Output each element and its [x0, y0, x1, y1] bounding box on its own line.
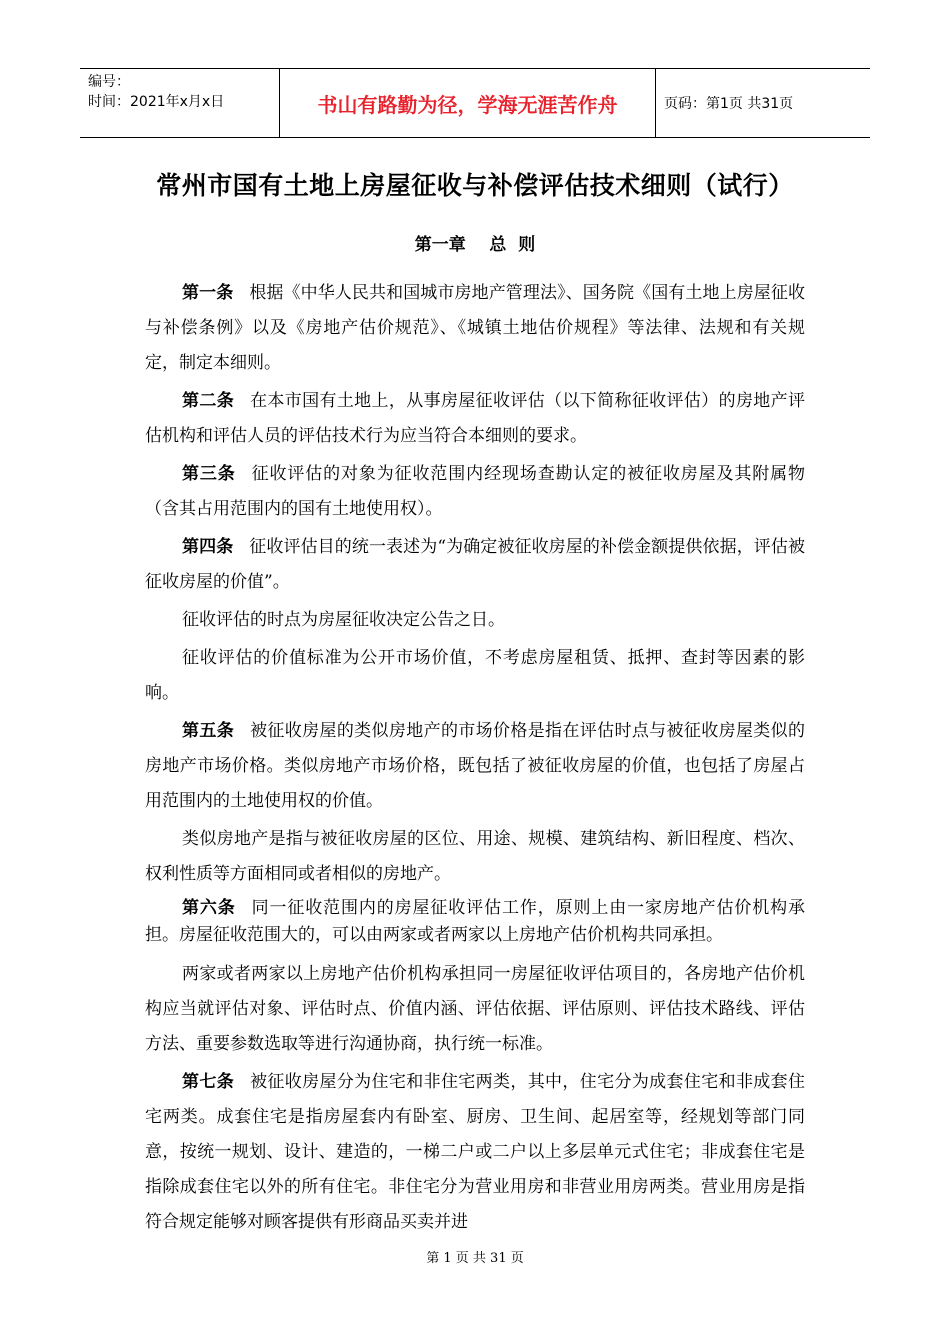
article-paragraph: [145, 530, 805, 600]
body-paragraph: [145, 603, 805, 638]
paragraph-text: 两家或者两家以上房地产估价机构承担同一房屋征收评估项目的，各房地产估价机构应当就评估对象、评估时点、价值内涵、评估依据、评估原则、评估技术路线、评估方法、重要参数选取等进行沟通协商，执行统一标准。: [145, 964, 805, 1054]
article-label: 第三条: [182, 464, 236, 484]
paragraph-text: 征收评估的时点为房屋征收决定公告之日。: [182, 610, 505, 630]
paragraph-text: 类似房地产是指与被征收房屋的区位、用途、规模、建筑结构、新旧程度、档次、权利性质等方面相同或者相似的房地产。: [145, 829, 805, 884]
body-paragraph: [145, 822, 805, 892]
article-text: 征收评估的对象为征收范围内经现场查勘认定的被征收房屋及其附属物（含其占用范围内的国有土地使用权）。: [145, 464, 806, 519]
article-label: 第二条: [182, 391, 235, 411]
article-paragraph: [145, 276, 805, 381]
article-text: 被征收房屋的类似房地产的市场价格是指在评估时点与被征收房屋类似的房地产市场价格。类似房地产市场价格，既包括了被征收房屋的价值，也包括了房屋占用范围内的土地使用权的价值。: [145, 721, 806, 811]
header-motto: 书山有路勤为径，学海无涯苦作舟: [280, 69, 656, 137]
article-paragraph: [145, 384, 805, 454]
document-body: [145, 276, 805, 1243]
body-paragraph: [145, 957, 805, 1062]
body-paragraph: [145, 641, 805, 711]
article-paragraph: [145, 714, 805, 819]
article-label: 第六条: [182, 898, 236, 918]
article-label: 第五条: [182, 721, 235, 741]
article-text: 征收评估目的统一表述为“为确定被征收房屋的补偿金额提供依据，评估被征收房屋的价值”。: [145, 537, 806, 592]
article-text: 被征收房屋分为住宅和非住宅两类，其中，住宅分为成套住宅和非成套住宅两类。成套住宅是指房屋套内有卧室、厨房、卫生间、起居室等，经规划等部门同意，按统一规划、设计、建造的，一梯二户或二户以上多层单元式住宅；非成套住宅是指除成套住宅以外的所有住宅。非住宅分为营业用房和非营业用房两类。营业用房是指符合规定能够对顾客提供有形商品买卖并进: [145, 1072, 806, 1232]
article-text: 同一征收范围内的房屋征收评估工作，原则上由一家房地产估价机构承担。房屋征收范围大的，可以由两家或者两家以上房地产估价机构共同承担。: [145, 898, 806, 945]
article-paragraph: [145, 1065, 805, 1240]
page-header: [80, 68, 870, 138]
header-page-info: 页码：第1页 共31页: [664, 96, 794, 112]
article-text: 根据《中华人民共和国城市房地产管理法》、国务院《国有土地上房屋征收与补偿条例》以及《房地产估价规范》、《城镇土地估价规程》等法律、法规和有关规定，制定本细则。: [145, 283, 806, 373]
article-label: 第七条: [182, 1072, 235, 1092]
header-meta: [80, 69, 280, 137]
chapter-heading: 第一章 总 则: [414, 235, 536, 255]
paragraph-text: 征收评估的价值标准为公开市场价值，不考虑房屋租赁、抵押、查封等因素的影响。: [145, 648, 805, 703]
page-footer: 第 1 页 共 31 页: [426, 1251, 524, 1266]
article-label: 第一条: [182, 283, 234, 303]
article-text: 在本市国有土地上，从事房屋征收评估（以下简称征收评估）的房地产评估机构和评估人员的评估技术行为应当符合本细则的要求。: [145, 391, 806, 446]
article-paragraph: [145, 457, 805, 527]
document-title: 常州市国有土地上房屋征收与补偿评估技术细则（试行）: [156, 171, 794, 200]
article-paragraph: [145, 895, 805, 949]
article-label: 第四条: [182, 537, 234, 557]
document-date: 时间：2021年x月x日: [88, 94, 225, 110]
document-number-label: 编号：: [88, 74, 130, 90]
